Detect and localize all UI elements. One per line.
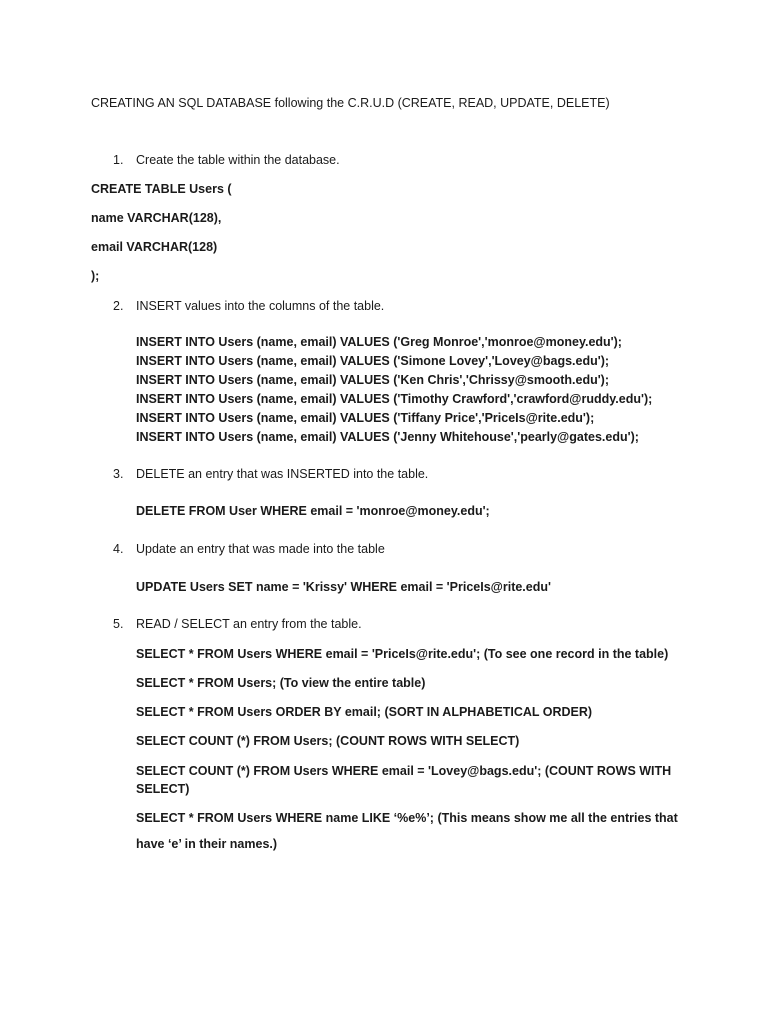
step-3-number: 3. <box>113 467 124 481</box>
step-1-heading: Create the table within the database. <box>136 153 340 167</box>
step-5-heading: READ / SELECT an entry from the table. <box>136 617 362 631</box>
code-line: DELETE FROM User WHERE email = 'monroe@money.edu'; <box>136 504 490 518</box>
code-line: INSERT INTO Users (name, email) VALUES ('Ken Chris','Chrissy@smooth.edu'); <box>136 373 610 387</box>
step-2-heading: INSERT values into the columns of the table. <box>136 299 385 313</box>
code-line: INSERT INTO Users (name, email) VALUES ('Greg Monroe','monroe@money.edu'); <box>136 335 622 349</box>
code-line: INSERT INTO Users (name, email) VALUES ('Timothy Crawford','crawford@ruddy.edu'); <box>136 392 653 406</box>
code-line: have ‘e’ in their names.) <box>136 837 278 851</box>
code-line: INSERT INTO Users (name, email) VALUES ('Simone Lovey','Lovey@bags.edu'); <box>136 354 610 368</box>
code-line: SELECT COUNT (*) FROM Users; (COUNT ROWS WITH SELECT) <box>136 734 520 748</box>
step-2-number: 2. <box>113 299 124 313</box>
step-5-number: 5. <box>113 617 124 631</box>
code-line: SELECT * FROM Users; (To view the entire table) <box>136 676 426 690</box>
code-line: SELECT * FROM Users WHERE email = 'PriceIs@rite.edu'; (To see one record in the table) <box>136 647 669 661</box>
code-line: UPDATE Users SET name = 'Krissy' WHERE email = 'PriceIs@rite.edu' <box>136 580 551 594</box>
step-4-heading: Update an entry that was made into the table <box>136 542 385 556</box>
code-line: name VARCHAR(128), <box>91 211 222 225</box>
code-line: SELECT * FROM Users ORDER BY email; (SORT IN ALPHABETICAL ORDER) <box>136 705 593 719</box>
code-line: INSERT INTO Users (name, email) VALUES ('Tiffany Price','PriceIs@rite.edu'); <box>136 411 595 425</box>
step-4-number: 4. <box>113 542 124 556</box>
document-title: CREATING AN SQL DATABASE following the C.R.U.D (CREATE, READ, UPDATE, DELETE) <box>91 96 610 110</box>
code-line: email VARCHAR(128) <box>91 240 218 254</box>
code-line: SELECT) <box>136 782 190 796</box>
step-1-number: 1. <box>113 153 124 167</box>
code-line: CREATE TABLE Users ( <box>91 182 232 196</box>
code-line: INSERT INTO Users (name, email) VALUES ('Jenny Whitehouse','pearly@gates.edu'); <box>136 430 639 444</box>
code-line: ); <box>91 269 100 283</box>
code-line: SELECT * FROM Users WHERE name LIKE ‘%e%’; (This means show me all the entries that <box>136 811 678 825</box>
step-3-heading: DELETE an entry that was INSERTED into the table. <box>136 467 429 481</box>
code-line: SELECT COUNT (*) FROM Users WHERE email = 'Lovey@bags.edu'; (COUNT ROWS WITH <box>136 764 672 778</box>
